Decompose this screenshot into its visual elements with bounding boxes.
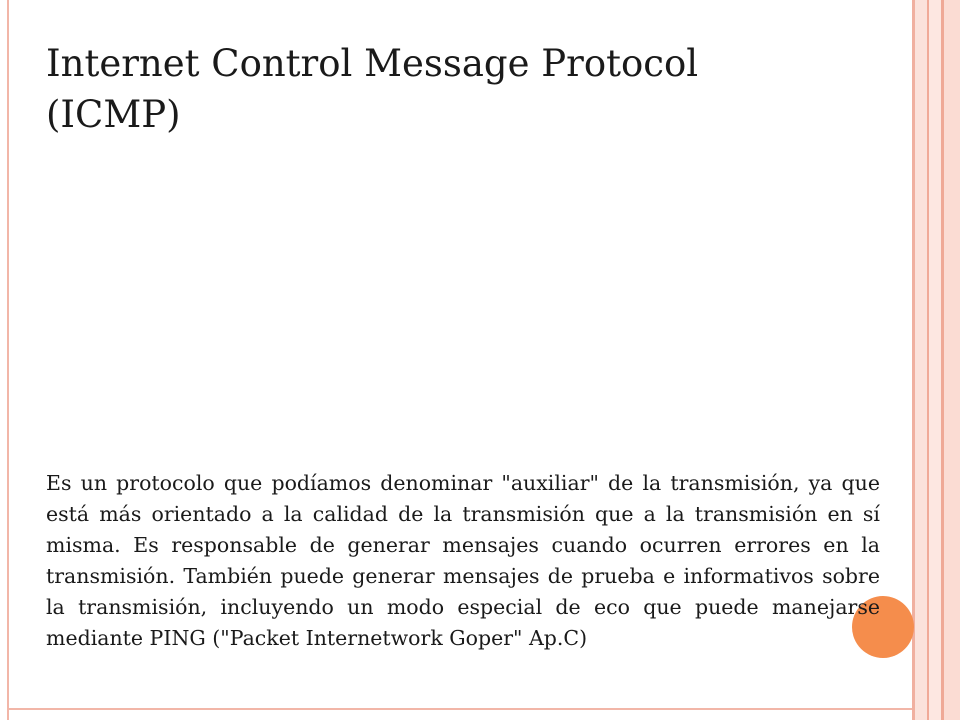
bottom-border-line xyxy=(7,708,912,710)
left-border-line xyxy=(7,0,9,720)
right-stripe xyxy=(929,0,941,720)
slide-title xyxy=(46,38,896,140)
title-line-1: Internet Control Message Protocol xyxy=(46,42,699,85)
title-line-2: (ICMP) xyxy=(46,93,181,136)
right-stripe xyxy=(915,0,927,720)
slide-body-text: Es un protocolo que podíamos denominar "auxiliar" de la transmisión, ya que está más orientado a la calidad de la transmisión que a la transmisión en sí misma. Es responsable de generar mensajes cuando ocurren errores en la transmisión. También puede generar mensajes de prueba e informativos sobre la transmisión, incluyendo un modo especial de eco que puede manejarse mediante PING ("Packet Internetwork Goper" Ap.C) xyxy=(46,471,880,650)
right-stripe xyxy=(944,0,960,720)
